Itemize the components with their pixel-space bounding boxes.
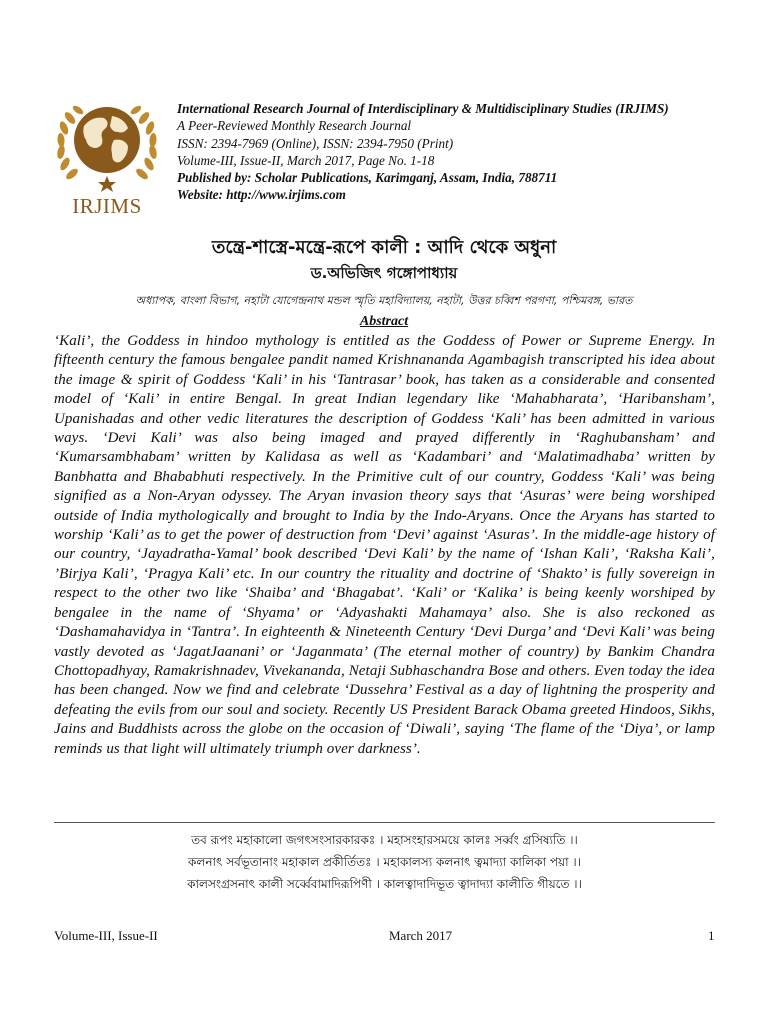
journal-publisher: Published by: Scholar Publications, Karimganj, Assam, India, 788711	[177, 170, 558, 186]
verse-line: কলনাৎ সর্বভূতানাং মহাকাল প্রকীর্তিতঃ । মহাকালস্য কলনাৎ ত্বমাদ্যা কালিকা পয়া ।।	[188, 855, 581, 869]
journal-title: International Research Journal of Interdisciplinary & Multidisciplinary Studies (IRJIMS)	[177, 101, 669, 116]
journal-issn: ISSN: 2394-7969 (Online), ISSN: 2394-7950 (Print)	[177, 135, 454, 151]
verse-line: কালসংগ্রসনাৎ কালী সর্ব্বেবামাদিরূপিণী । কালত্বাদাদিভূত ত্বাদাদ্যা কালীতি গীয়তে ।।	[187, 877, 582, 891]
divider	[54, 822, 715, 823]
sanskrit-verses	[54, 829, 715, 895]
globe-laurel-icon	[48, 96, 166, 196]
journal-website: Website: http://www.irjims.com	[177, 187, 346, 203]
journal-subtitle: A Peer-Reviewed Monthly Research Journal	[177, 118, 412, 134]
journal-volume: Volume-III, Issue-II, March 2017, Page No. 1-18	[177, 152, 435, 168]
journal-info	[177, 100, 737, 204]
page-number: 1	[708, 928, 715, 943]
author-affiliation: অধ্যাপক, বাংলা বিভাগ, নহাটা যোগেন্দ্রনাথ মন্ডল স্মৃতি মহাবিদ্যালয়, নহাটা, উত্তর চব্বিশ পরগণা, পশ্চিমবঙ্গ, ভারত	[135, 294, 633, 307]
paper-title: তন্ত্রে-শাস্ত্রে-মন্ত্রে-রূপে কালী : আদি থেকে অধুনা	[211, 237, 557, 258]
footer-date: March 2017	[389, 928, 453, 943]
abstract-heading: Abstract	[359, 314, 409, 329]
paper-author: ড.অভিজিৎ গঙ্গোপাধ্যায়	[310, 264, 458, 282]
irjims-logo	[48, 96, 166, 226]
journal-header	[48, 96, 728, 228]
logo-wordmark: IRJIMS	[72, 194, 142, 218]
footer-volume: Volume-III, Issue-II	[54, 928, 158, 943]
verse-line: তব রূপং মহাকালো জগৎসংসারকারকঃ । মহাসংহারসময়ে কালঃ সর্ব্বং গ্রসিষ্যতি ।।	[191, 833, 578, 847]
abstract-body: ‘Kali’, the Goddess in hindoo mythology is entitled as the Goddess of Power or Supreme Energy. In fifteenth century the famous bengalee pandit named Krishnananda Agambagish transcripted his idea about the image & spirit of Goddess ‘Kali’ in his ‘Tantrasar’ book, has taken as a considerable and consented model of ‘Kali’ in entire Bengal. In great Indian legendary like ‘Mahabharata’, ‘Haribansham’, Upanishadas and other vedic literatures the description of Goddess ‘Kali’ has been admitted in various ways. ‘Devi Kali’ was also being imaged and prayed differently in ‘Raghubansham’ and ‘Kumarsambhabam’ written by Kalidasa as well as ‘Kadambari’ and ‘Malatimadhaba’ written by Banbhatta and Bhababhuti respectively. In the Primitive cult of our country, Goddess ‘Kali’ was being signified as a Non-Aryan odyssey. The Aryan invasion theory says that ‘Asuras’ were being worshiped outside of India mythologically and brought to India by the Indo-Aryans. Once the Aryans has started to worship ‘Kali’ as to get the power of destruction from ‘Devi’ against ‘Asuras’. In the middle-age history of our country, ‘Jayadratha-Yamal’ book described ‘Devi Kali’ by the name of ‘Ishan Kali’, ‘Raksha Kali’, ’Birjya Kali’, ‘Pragya Kali’ etc. In our country the rituality and doctrine of ‘Shakto’ is fully sovereign in respect to the other two like ‘Shaiba’ and ‘Bhagabat’. ‘Kali’ or ‘Kalika’ is being keenly worshiped by bengalee in the name of ‘Shyama’ or ‘Adyashakti Mahamaya’ also. She is also reckoned as ‘Dashamahavidya in ‘Tantra’. In eighteenth & Nineteenth Century ‘Devi Durga’ and ‘Devi Kali’ was being vastly devoted as ‘JagatJaanani’ or ‘Jaganmata’ (The eternal mother of country) by Bankim Chandra Chottopadhyay, Ramakrishnadev, Vivekananda, Netaji Subhaschandra Bose and others. Even today the idea has been changed. Now we find and celebrate ‘Dussehra’ Festival as a day of lightning the prosperity and defeating the evils from our soul and society. Recently US President Barack Obama greeted Hindoos, Sikhs, Jains and Buddhists across the globe on the occasion of ‘Diwali’, saying ‘The flame of the ‘Diya’, or lamp reminds us that light will ultimately triumph over darkness’.	[54, 333, 715, 757]
